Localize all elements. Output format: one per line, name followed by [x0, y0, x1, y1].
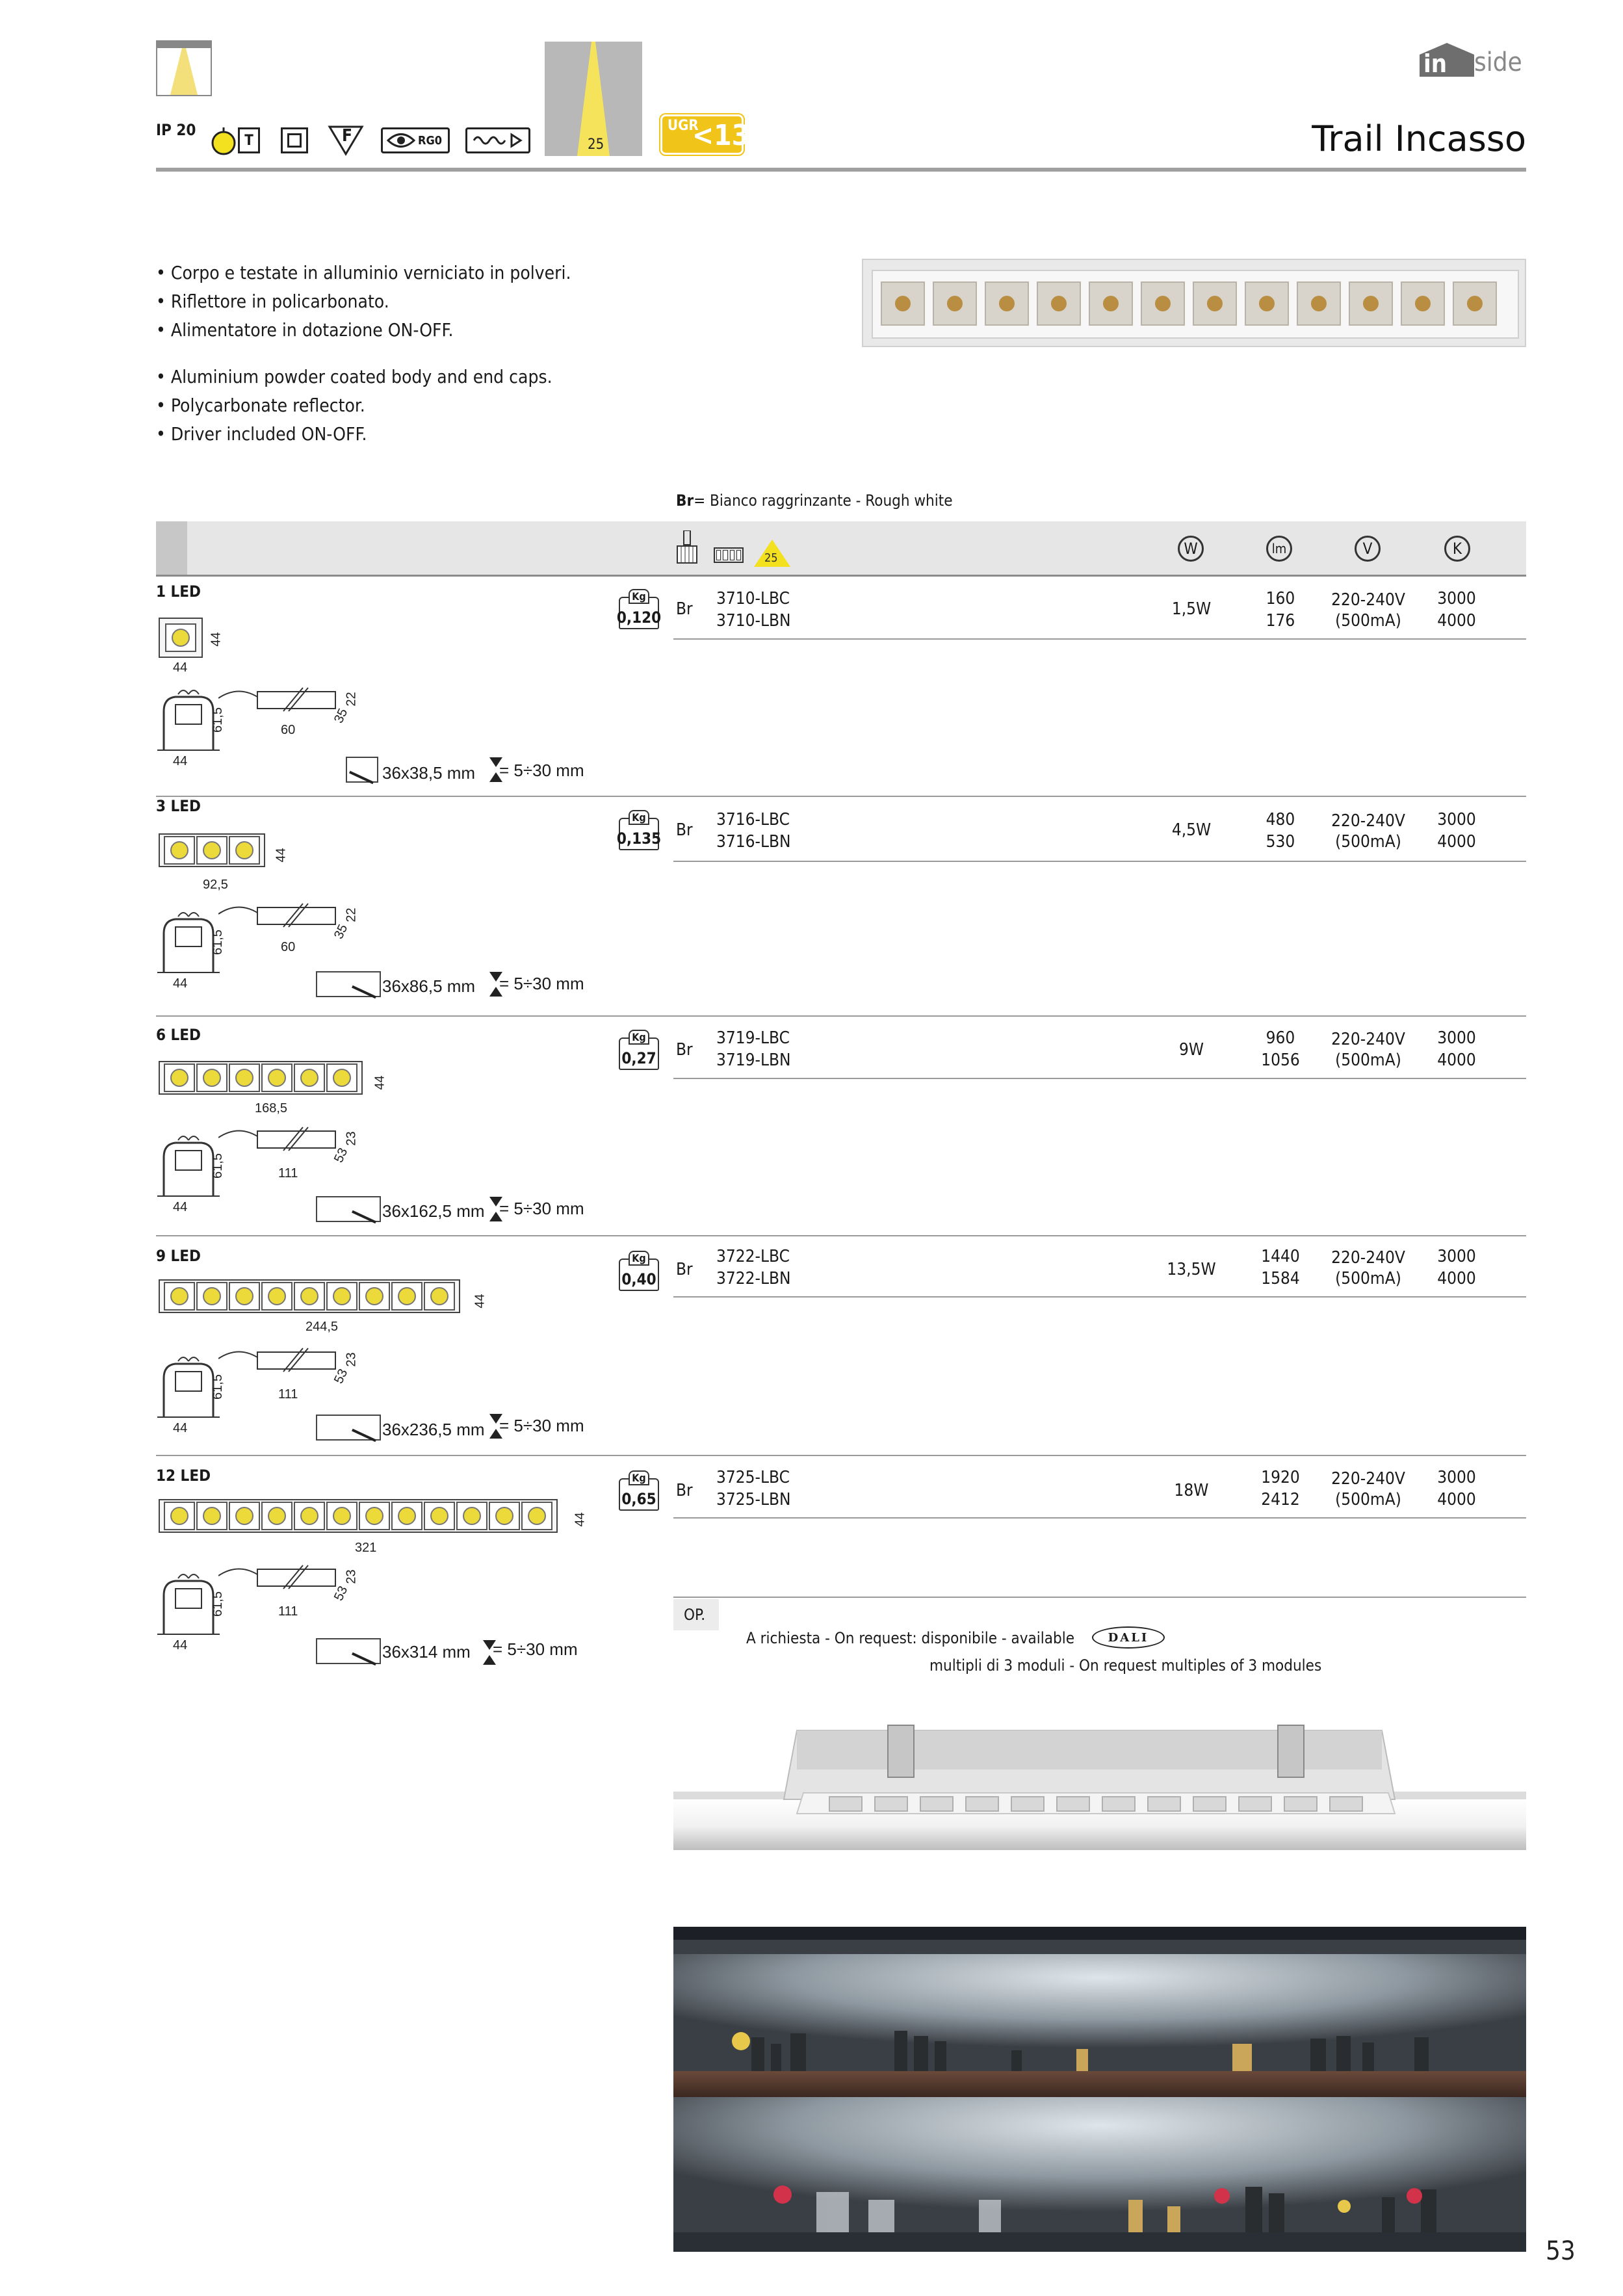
lumen-2: 2412 [1261, 1490, 1300, 1509]
dim-side-width: 44 [173, 1421, 188, 1435]
cert-double-insulation [281, 127, 308, 153]
current: (500mA) [1335, 1269, 1401, 1288]
article-code-1: 3710-LBC [716, 589, 790, 608]
dim-driver-height: 22 [344, 907, 359, 922]
row-rule [673, 1078, 1526, 1079]
cutout-size: 36x236,5 mm [382, 1420, 485, 1439]
description-en: • Aluminium powder coated body and end caps. • Polycarbonate reflector. • Driver included ON-OFF. [156, 366, 552, 445]
finish-legend: Br= Bianco raggrinzante - Rough white [676, 491, 953, 510]
product-name: 6 LED [156, 1026, 201, 1044]
product-photo-top [862, 259, 1526, 347]
dim-driver-length: 111 [278, 1166, 298, 1181]
dim-length: 92,5 [203, 878, 228, 892]
section-rule [156, 796, 1526, 797]
dim-length: 44 [173, 660, 188, 675]
dali-logo: DALI [1092, 1626, 1165, 1649]
dim-height: 44 [372, 1075, 387, 1090]
weight-badge: Kg 0,135 [619, 818, 659, 850]
cert-driver [465, 127, 530, 153]
installed-product-photo [673, 1716, 1526, 1850]
cutout-size: 36x38,5 mm [382, 763, 476, 783]
cutout-size: 36x162,5 mm [382, 1201, 485, 1221]
recess-depth: = 5÷30 mm [499, 1416, 584, 1435]
dim-height: 44 [573, 1512, 588, 1527]
dim-driver-length: 111 [278, 1604, 298, 1619]
dim-driver-width: 53 [331, 1584, 351, 1604]
article-code-2: 3716-LBN [716, 832, 791, 852]
ugr-badge: UGR <13 [660, 114, 744, 155]
lumen-2: 530 [1266, 832, 1295, 852]
cert-t: T [238, 127, 260, 153]
strip-icon [714, 547, 744, 563]
kelvin-2: 4000 [1437, 1490, 1476, 1509]
kelvin-1: 3000 [1437, 1468, 1476, 1487]
driver-drawing [218, 901, 348, 940]
row-rule [673, 638, 1526, 640]
kelvin-2: 4000 [1437, 611, 1476, 631]
beam-box-icon [156, 40, 212, 96]
article-code-1: 3716-LBC [716, 810, 790, 829]
cutout-size: 36x86,5 mm [382, 976, 476, 996]
dim-driver-length: 111 [278, 1387, 298, 1402]
lumen-column-icon: lm [1266, 536, 1292, 562]
dim-height: 44 [473, 1294, 487, 1309]
article-code-1: 3719-LBC [716, 1028, 790, 1048]
cutout-icon [316, 971, 381, 997]
options-line-1: A richiesta - On request: disponibile - available [746, 1629, 1075, 1647]
cert-f: F [328, 125, 364, 156]
dim-driver-length: 60 [281, 940, 296, 954]
ip-rating: IP 20 [156, 121, 196, 139]
kelvin-2: 4000 [1437, 832, 1476, 852]
kelvin-1: 3000 [1437, 1028, 1476, 1048]
dim-driver-width: 35 [331, 706, 351, 726]
wattage: 4,5W [1171, 820, 1212, 840]
watt-column-icon: W [1178, 536, 1204, 562]
dim-driver-width: 35 [331, 922, 351, 942]
product-name: 9 LED [156, 1247, 201, 1265]
header-rule [156, 168, 1526, 172]
table-header-band [156, 521, 1526, 575]
volt-column-icon: V [1355, 536, 1381, 562]
current: (500mA) [1335, 832, 1401, 852]
cert-rg0-eye: RG0 [381, 127, 450, 153]
bulb-icon [211, 127, 237, 156]
voltage: 220-240V [1331, 811, 1405, 831]
lumen-2: 1056 [1261, 1050, 1300, 1070]
dim-side-height: 61,5 [210, 1153, 225, 1179]
kelvin-1: 3000 [1437, 1247, 1476, 1266]
page-title: Trail Incasso [1312, 118, 1526, 159]
article-code-2: 3710-LBN [716, 611, 791, 631]
weight-badge: Kg 0,65 [619, 1478, 659, 1511]
finish-code: Br [676, 1260, 693, 1279]
dim-driver-height: 22 [344, 692, 359, 707]
front-view-drawing [159, 1061, 363, 1095]
voltage: 220-240V [1331, 1248, 1405, 1268]
article-code-2: 3719-LBN [716, 1050, 791, 1070]
kelvin-1: 3000 [1437, 589, 1476, 608]
weight-badge: Kg 0,27 [619, 1037, 659, 1070]
dim-driver-height: 23 [344, 1569, 359, 1584]
driver-drawing [218, 1563, 348, 1602]
current: (500mA) [1335, 1050, 1401, 1070]
lumen-2: 1584 [1261, 1269, 1300, 1288]
dim-side-width: 44 [173, 1200, 188, 1214]
section-rule [156, 1015, 1526, 1017]
product-name: 3 LED [156, 797, 201, 815]
driver-drawing [218, 1125, 348, 1164]
dim-driver-width: 53 [331, 1366, 351, 1387]
kelvin-1: 3000 [1437, 810, 1476, 829]
dim-side-width: 44 [173, 754, 188, 768]
dim-length: 168,5 [255, 1101, 288, 1115]
row-rule [673, 861, 1526, 862]
cutout-icon [346, 757, 378, 783]
row-rule [673, 1517, 1526, 1519]
finish-code: Br [676, 599, 693, 619]
lumen-1: 1440 [1261, 1247, 1300, 1266]
kelvin-2: 4000 [1437, 1269, 1476, 1288]
dim-side-width: 44 [173, 1638, 188, 1652]
cutout-size: 36x314 mm [382, 1642, 471, 1662]
kelvin-2: 4000 [1437, 1050, 1476, 1070]
wattage: 9W [1178, 1040, 1204, 1060]
options-label: OP. [684, 1606, 706, 1624]
article-code-1: 3725-LBC [716, 1468, 790, 1487]
options-rule [673, 1597, 1526, 1598]
wattage: 13,5W [1167, 1260, 1216, 1279]
lumen-1: 480 [1266, 810, 1295, 829]
weight-badge: Kg 0,120 [619, 597, 659, 629]
dim-driver-width: 53 [331, 1145, 351, 1166]
options-line-2: multipli di 3 moduli - On request multiples of 3 modules [929, 1656, 1322, 1675]
lumen-1: 960 [1266, 1028, 1295, 1048]
section-rule [156, 1235, 1526, 1236]
driver-drawing [218, 1346, 348, 1385]
voltage: 220-240V [1331, 1030, 1405, 1049]
wattage: 1,5W [1171, 599, 1212, 619]
dim-side-height: 61,5 [210, 707, 225, 733]
product-name: 1 LED [156, 582, 201, 601]
beam-triangle-icon: 25 [753, 538, 792, 568]
dim-side-width: 44 [173, 976, 188, 991]
recess-depth: = 5÷30 mm [493, 1639, 578, 1659]
page-number: 53 [1546, 2236, 1576, 2266]
recess-depth: = 5÷30 mm [499, 1199, 584, 1218]
front-view-drawing [159, 1279, 460, 1313]
brand-logo: in side [1420, 38, 1522, 77]
article-code-1: 3722-LBC [716, 1247, 790, 1266]
lumen-1: 160 [1266, 589, 1295, 608]
current: (500mA) [1335, 1490, 1401, 1509]
pendant-icon [676, 530, 698, 567]
voltage: 220-240V [1331, 590, 1405, 610]
article-code-2: 3725-LBN [716, 1490, 791, 1509]
product-name: 12 LED [156, 1467, 211, 1485]
section-rule [156, 1455, 1526, 1456]
recess-depth: = 5÷30 mm [499, 761, 584, 780]
weight-badge: Kg 0,40 [619, 1259, 659, 1291]
dim-driver-height: 23 [344, 1352, 359, 1367]
ambient-shelf-photo [673, 1927, 1526, 2252]
dim-driver-length: 60 [281, 723, 296, 737]
article-code-2: 3722-LBN [716, 1269, 791, 1288]
dim-side-height: 61,5 [210, 1374, 225, 1400]
table-header-rule [156, 575, 1526, 577]
kelvin-column-icon: K [1444, 536, 1470, 562]
driver-drawing [218, 685, 348, 724]
voltage: 220-240V [1331, 1469, 1405, 1489]
finish-code: Br [676, 820, 693, 840]
cutout-icon [316, 1638, 381, 1664]
current: (500mA) [1335, 611, 1401, 631]
cutout-icon [316, 1196, 381, 1222]
finish-code: Br [676, 1481, 693, 1500]
lumen-1: 1920 [1261, 1468, 1300, 1487]
finish-code: Br [676, 1040, 693, 1060]
front-view-drawing [159, 833, 265, 867]
dim-height: 44 [274, 848, 289, 863]
wattage: 18W [1174, 1481, 1209, 1500]
beam-angle-icon: 25 [545, 42, 642, 156]
dim-height: 44 [209, 632, 224, 647]
dim-length: 244,5 [305, 1320, 339, 1334]
row-rule [673, 1296, 1526, 1298]
dim-driver-height: 23 [344, 1131, 359, 1146]
front-view-drawing [159, 1499, 558, 1533]
dim-side-height: 61,5 [210, 1591, 225, 1617]
front-view-drawing [159, 618, 203, 658]
dim-side-height: 61,5 [210, 930, 225, 955]
cutout-icon [316, 1415, 381, 1441]
lumen-2: 176 [1266, 611, 1295, 631]
dim-length: 321 [355, 1541, 377, 1555]
description-it: • Corpo e testate in alluminio verniciato in polveri. • Riflettore in policarbonato. • Alimentatore in dotazione ON-OFF. [156, 262, 571, 341]
recess-depth: = 5÷30 mm [499, 974, 584, 993]
